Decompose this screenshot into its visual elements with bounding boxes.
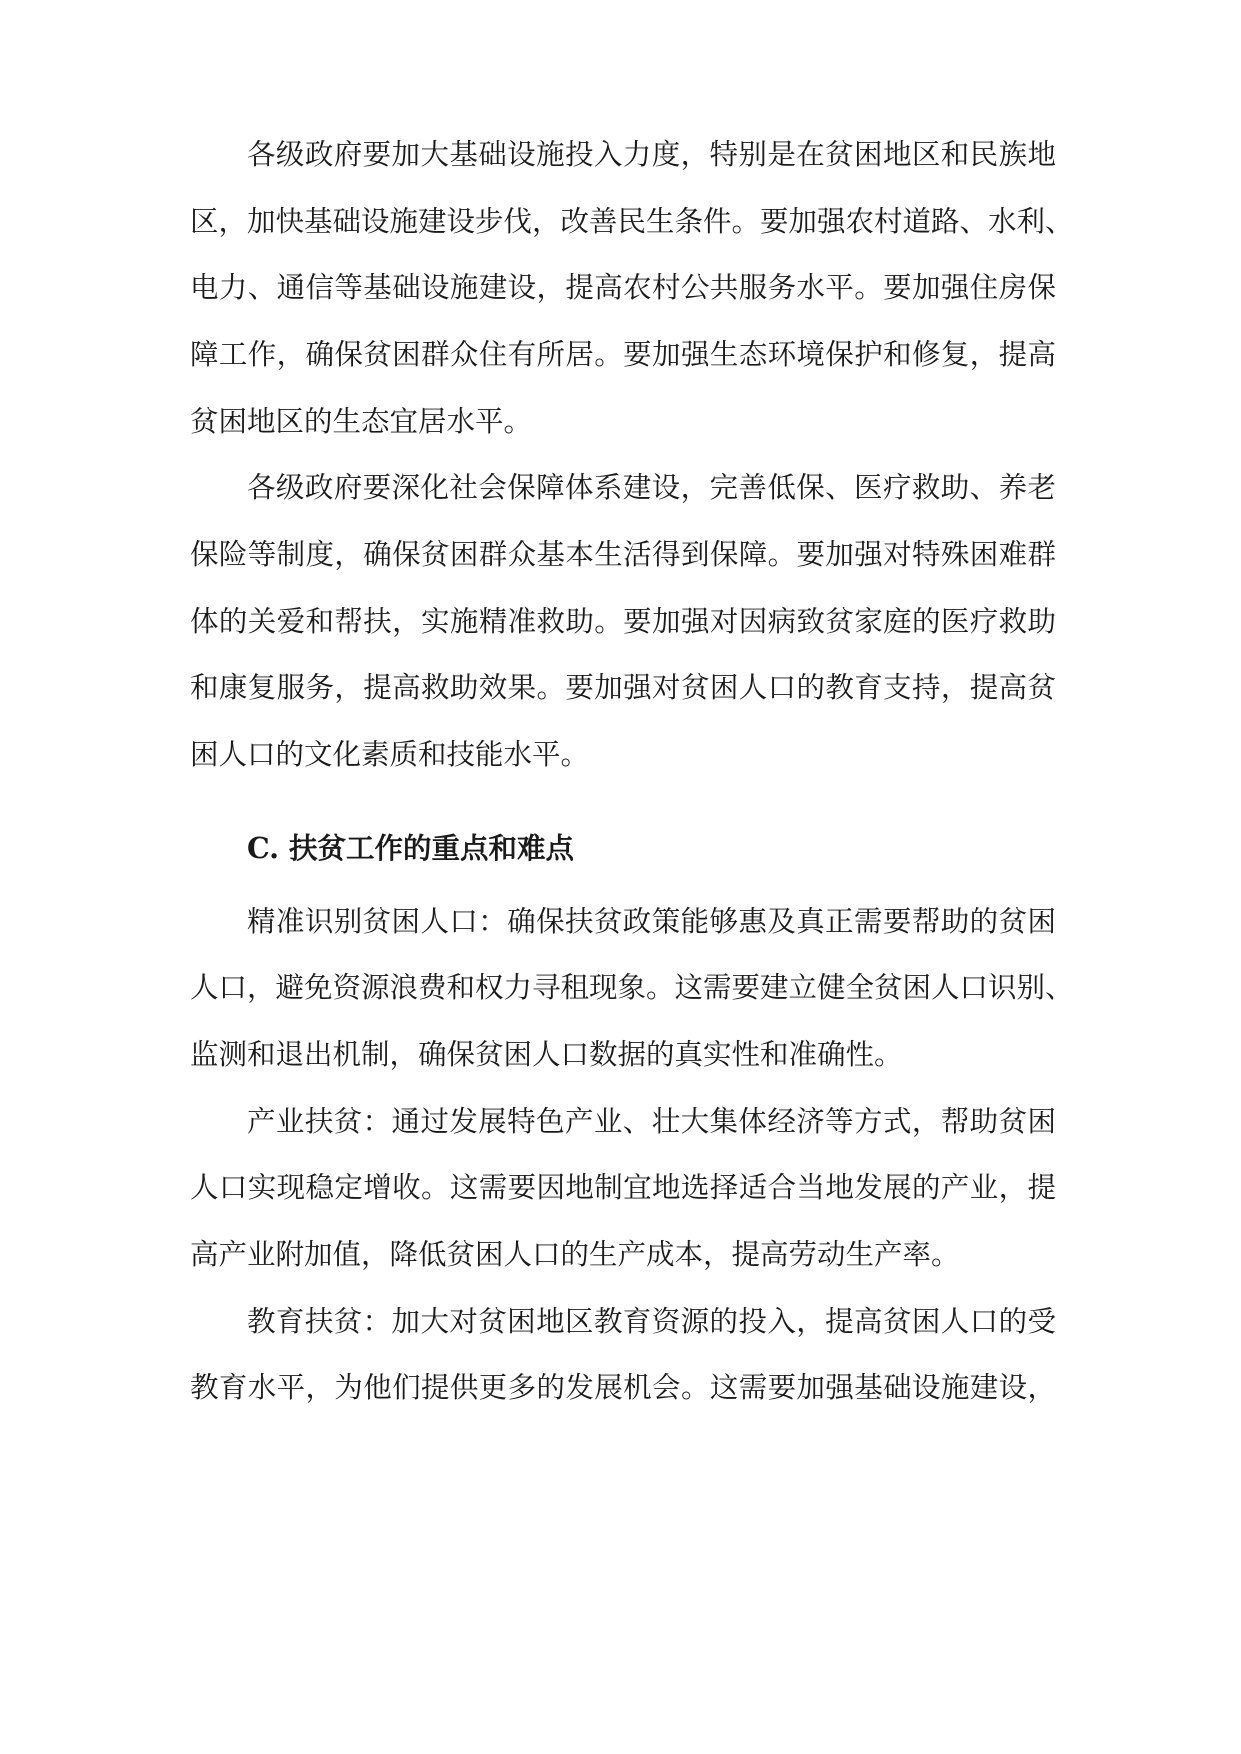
paragraph-line: 人口，避免资源浪费和权力寻租现象。这需要建立健全贫困人口识别、 (190, 971, 1074, 1004)
paragraph-line: 人口实现稳定增收。这需要因地制宜地选择适合当地发展的产业，提 (190, 1171, 1056, 1204)
paragraph-line: 各级政府要深化社会保障体系建设，完善低保、医疗救助、养老 (247, 471, 1056, 504)
paragraph-line: 精准识别贫困人口：确保扶贫政策能够惠及真正需要帮助的贫困 (247, 905, 1056, 938)
section-heading: C. 扶贫工作的重点和难点 (247, 831, 575, 865)
paragraph-line: 贫困地区的生态宜居水平。 (190, 405, 533, 438)
paragraph-line: 教育水平，为他们提供更多的发展机会。这需要加强基础设施建设， (190, 1371, 1056, 1404)
paragraph-line: 各级政府要加大基础设施投入力度，特别是在贫困地区和民族地 (247, 138, 1056, 171)
paragraph-line: 体的关爱和帮扶，实施精准救助。要加强对因病致贫家庭的医疗救助 (190, 605, 1056, 638)
paragraph-line: 监测和退出机制，确保贫困人口数据的真实性和准确性。 (190, 1038, 903, 1071)
paragraph-line: 教育扶贫：加大对贫困地区教育资源的投入，提高贫困人口的受 (247, 1305, 1056, 1338)
paragraph-line: 高产业附加值，降低贫困人口的生产成本，提高劳动生产率。 (190, 1238, 960, 1271)
paragraph-line: 障工作，确保贫困群众住有所居。要加强生态环境保护和修复，提高 (190, 338, 1056, 371)
paragraph-line: 保险等制度，确保贫困群众基本生活得到保障。要加强对特殊困难群 (190, 538, 1056, 571)
paragraph-line: 和康复服务，提高救助效果。要加强对贫困人口的教育支持，提高贫 (190, 671, 1056, 704)
paragraph-line: 区，加快基础设施建设步伐，改善民生条件。要加强农村道路、水利、 (190, 205, 1074, 238)
paragraph-line: 产业扶贫：通过发展特色产业、壮大集体经济等方式，帮助贫困 (247, 1105, 1056, 1138)
paragraph-line: 电力、通信等基础设施建设，提高农村公共服务水平。要加强住房保 (190, 271, 1056, 304)
paragraph-line: 困人口的文化素质和技能水平。 (190, 738, 590, 771)
